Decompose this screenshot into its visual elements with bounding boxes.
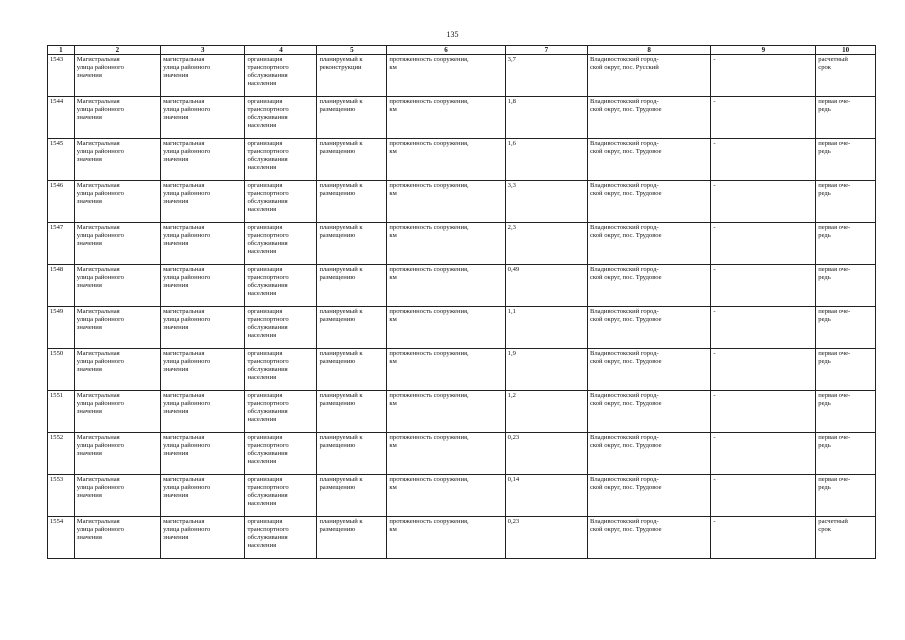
row-number-cell bbox=[48, 349, 75, 391]
row-number-cell-text: 1548 bbox=[50, 266, 64, 273]
row-number-cell-text: 1543 bbox=[50, 56, 64, 63]
status-cell bbox=[317, 433, 387, 475]
object-subtype-cell bbox=[161, 349, 245, 391]
term-cell bbox=[816, 307, 876, 349]
zone-cell bbox=[711, 307, 816, 349]
parameter-cell bbox=[387, 475, 505, 517]
zone-cell bbox=[711, 55, 816, 97]
value-cell-text: 1,9 bbox=[507, 350, 516, 357]
parameter-cell-text: протяженность сооружения, км bbox=[389, 182, 469, 197]
status-cell bbox=[317, 349, 387, 391]
status-cell-text: планируемый к размещению bbox=[319, 350, 363, 365]
value-cell bbox=[505, 391, 587, 433]
object-type-cell bbox=[74, 181, 160, 223]
purpose-cell bbox=[245, 307, 317, 349]
table-row bbox=[48, 307, 876, 349]
purpose-cell-text: организация транспортного обслуживания населения bbox=[247, 266, 289, 297]
location-cell-text: Владивостокский город- ской округ, пос. Трудовое bbox=[589, 182, 662, 197]
term-cell-text: первая оче- редь bbox=[818, 392, 851, 407]
value-cell bbox=[505, 307, 587, 349]
object-type-cell bbox=[74, 433, 160, 475]
object-type-cell-text: Магистральная улица районного значения bbox=[76, 140, 124, 163]
purpose-cell-text: организация транспортного обслуживания населения bbox=[247, 182, 289, 213]
purpose-cell-text: организация транспортного обслуживания населения bbox=[247, 56, 289, 87]
parameter-cell bbox=[387, 223, 505, 265]
term-cell bbox=[816, 517, 876, 559]
object-subtype-cell-text: магистральная улица районного значения bbox=[163, 392, 211, 415]
value-cell bbox=[505, 517, 587, 559]
table-row bbox=[48, 433, 876, 475]
object-type-cell bbox=[74, 265, 160, 307]
column-header: 9 bbox=[711, 46, 816, 55]
table-row bbox=[48, 181, 876, 223]
object-subtype-cell-text: магистральная улица районного значения bbox=[163, 350, 211, 373]
purpose-cell bbox=[245, 97, 317, 139]
purpose-cell bbox=[245, 181, 317, 223]
object-subtype-cell bbox=[161, 517, 245, 559]
zone-cell-text: - bbox=[713, 392, 716, 399]
object-subtype-cell-text: магистральная улица районного значения bbox=[163, 518, 211, 541]
status-cell bbox=[317, 307, 387, 349]
value-cell bbox=[505, 475, 587, 517]
location-cell-text: Владивостокский город- ской округ, пос. Русский bbox=[589, 56, 659, 71]
status-cell bbox=[317, 181, 387, 223]
value-cell-text: 0,49 bbox=[507, 266, 520, 273]
status-cell-text: планируемый к размещению bbox=[319, 476, 363, 491]
status-cell bbox=[317, 97, 387, 139]
column-header: 10 bbox=[816, 46, 876, 55]
object-type-cell-text: Магистральная улица районного значения bbox=[76, 392, 124, 415]
parameter-cell bbox=[387, 265, 505, 307]
location-cell bbox=[587, 265, 710, 307]
object-subtype-cell-text: магистральная улица районного значения bbox=[163, 98, 211, 121]
purpose-cell bbox=[245, 349, 317, 391]
purpose-cell bbox=[245, 433, 317, 475]
object-type-cell bbox=[74, 55, 160, 97]
term-cell bbox=[816, 223, 876, 265]
parameter-cell bbox=[387, 433, 505, 475]
location-cell bbox=[587, 391, 710, 433]
zone-cell bbox=[711, 97, 816, 139]
column-header: 1 bbox=[48, 46, 75, 55]
zone-cell bbox=[711, 139, 816, 181]
location-cell-text: Владивостокский город- ской округ, пос. Трудовое bbox=[589, 224, 662, 239]
object-type-cell-text: Магистральная улица районного значения bbox=[76, 224, 124, 247]
parameter-cell-text: протяженность сооружения, км bbox=[389, 140, 469, 155]
term-cell-text: первая оче- редь bbox=[818, 350, 851, 365]
value-cell bbox=[505, 139, 587, 181]
object-type-cell-text: Магистральная улица районного значения bbox=[76, 266, 124, 289]
column-header: 2 bbox=[74, 46, 160, 55]
value-cell bbox=[505, 265, 587, 307]
row-number-cell-text: 1550 bbox=[50, 350, 64, 357]
zone-cell-text: - bbox=[713, 182, 716, 189]
parameter-cell bbox=[387, 181, 505, 223]
status-cell-text: планируемый к реконструкции bbox=[319, 56, 363, 71]
term-cell-text: первая оче- редь bbox=[818, 140, 851, 155]
purpose-cell bbox=[245, 517, 317, 559]
status-cell-text: планируемый к размещению bbox=[319, 266, 363, 281]
object-type-cell-text: Магистральная улица районного значения bbox=[76, 350, 124, 373]
row-number-cell bbox=[48, 475, 75, 517]
row-number-cell bbox=[48, 265, 75, 307]
term-cell bbox=[816, 55, 876, 97]
zone-cell-text: - bbox=[713, 98, 716, 105]
value-cell-text: 3,3 bbox=[507, 182, 516, 189]
parameter-cell-text: протяженность сооружения, км bbox=[389, 518, 469, 533]
location-cell bbox=[587, 517, 710, 559]
object-subtype-cell bbox=[161, 391, 245, 433]
column-header: 5 bbox=[317, 46, 387, 55]
row-number-cell-text: 1554 bbox=[50, 518, 64, 525]
table-row bbox=[48, 223, 876, 265]
term-cell-text: первая оче- редь bbox=[818, 266, 851, 281]
location-cell-text: Владивостокский город- ской округ, пос. Трудовое bbox=[589, 98, 662, 113]
objects-table bbox=[47, 45, 876, 559]
location-cell-text: Владивостокский город- ской округ, пос. Трудовое bbox=[589, 308, 662, 323]
location-cell bbox=[587, 181, 710, 223]
row-number-cell-text: 1549 bbox=[50, 308, 64, 315]
location-cell-text: Владивостокский город- ской округ, пос. Трудовое bbox=[589, 140, 662, 155]
term-cell bbox=[816, 265, 876, 307]
row-number-cell-text: 1547 bbox=[50, 224, 64, 231]
purpose-cell bbox=[245, 475, 317, 517]
location-cell bbox=[587, 97, 710, 139]
location-cell bbox=[587, 139, 710, 181]
location-cell bbox=[587, 433, 710, 475]
purpose-cell-text: организация транспортного обслуживания населения bbox=[247, 476, 289, 507]
zone-cell-text: - bbox=[713, 476, 716, 483]
object-type-cell bbox=[74, 223, 160, 265]
value-cell-text: 1,6 bbox=[507, 140, 516, 147]
parameter-cell-text: протяженность сооружения, км bbox=[389, 224, 469, 239]
parameter-cell-text: протяженность сооружения, км bbox=[389, 476, 469, 491]
zone-cell bbox=[711, 517, 816, 559]
object-type-cell bbox=[74, 307, 160, 349]
zone-cell-text: - bbox=[713, 140, 716, 147]
column-header: 4 bbox=[245, 46, 317, 55]
term-cell bbox=[816, 181, 876, 223]
location-cell bbox=[587, 307, 710, 349]
object-subtype-cell-text: магистральная улица районного значения bbox=[163, 56, 211, 79]
table-row bbox=[48, 265, 876, 307]
row-number-cell-text: 1545 bbox=[50, 140, 64, 147]
zone-cell bbox=[711, 223, 816, 265]
parameter-cell-text: протяженность сооружения, км bbox=[389, 392, 469, 407]
term-cell bbox=[816, 391, 876, 433]
term-cell bbox=[816, 139, 876, 181]
value-cell bbox=[505, 181, 587, 223]
object-type-cell-text: Магистральная улица районного значения bbox=[76, 434, 124, 457]
term-cell bbox=[816, 349, 876, 391]
term-cell-text: первая оче- редь bbox=[818, 308, 851, 323]
location-cell-text: Владивостокский город- ской округ, пос. Трудовое bbox=[589, 476, 662, 491]
table-row bbox=[48, 517, 876, 559]
status-cell bbox=[317, 265, 387, 307]
object-subtype-cell-text: магистральная улица районного значения bbox=[163, 140, 211, 163]
term-cell-text: первая оче- редь bbox=[818, 182, 851, 197]
zone-cell bbox=[711, 181, 816, 223]
row-number-cell-text: 1546 bbox=[50, 182, 64, 189]
purpose-cell bbox=[245, 391, 317, 433]
purpose-cell bbox=[245, 265, 317, 307]
parameter-cell-text: протяженность сооружения, км bbox=[389, 98, 469, 113]
status-cell bbox=[317, 223, 387, 265]
parameter-cell bbox=[387, 307, 505, 349]
zone-cell-text: - bbox=[713, 434, 716, 441]
value-cell bbox=[505, 55, 587, 97]
value-cell-text: 1,2 bbox=[507, 392, 516, 399]
status-cell bbox=[317, 391, 387, 433]
parameter-cell bbox=[387, 349, 505, 391]
purpose-cell bbox=[245, 139, 317, 181]
object-type-cell bbox=[74, 517, 160, 559]
purpose-cell bbox=[245, 55, 317, 97]
row-number-cell bbox=[48, 433, 75, 475]
status-cell bbox=[317, 139, 387, 181]
column-header: 6 bbox=[387, 46, 505, 55]
purpose-cell-text: организация транспортного обслуживания населения bbox=[247, 392, 289, 423]
zone-cell bbox=[711, 433, 816, 475]
purpose-cell-text: организация транспортного обслуживания населения bbox=[247, 140, 289, 171]
status-cell-text: планируемый к размещению bbox=[319, 518, 363, 533]
parameter-cell-text: протяженность сооружения, км bbox=[389, 350, 469, 365]
status-cell bbox=[317, 475, 387, 517]
row-number-cell bbox=[48, 181, 75, 223]
row-number-cell bbox=[48, 97, 75, 139]
object-subtype-cell bbox=[161, 433, 245, 475]
term-cell-text: первая оче- редь bbox=[818, 98, 851, 113]
location-cell bbox=[587, 55, 710, 97]
location-cell-text: Владивостокский город- ской округ, пос. Трудовое bbox=[589, 518, 662, 533]
parameter-cell-text: протяженность сооружения, км bbox=[389, 434, 469, 449]
object-subtype-cell bbox=[161, 307, 245, 349]
purpose-cell-text: организация транспортного обслуживания населения bbox=[247, 308, 289, 339]
object-subtype-cell-text: магистральная улица районного значения bbox=[163, 434, 211, 457]
row-number-cell bbox=[48, 517, 75, 559]
object-subtype-cell bbox=[161, 97, 245, 139]
object-type-cell bbox=[74, 349, 160, 391]
parameter-cell-text: протяженность сооружения, км bbox=[389, 266, 469, 281]
object-subtype-cell-text: магистральная улица районного значения bbox=[163, 224, 211, 247]
object-subtype-cell bbox=[161, 55, 245, 97]
column-header: 8 bbox=[587, 46, 710, 55]
object-subtype-cell-text: магистральная улица районного значения bbox=[163, 266, 211, 289]
value-cell-text: 1,8 bbox=[507, 98, 516, 105]
object-type-cell-text: Магистральная улица районного значения bbox=[76, 56, 124, 79]
column-header: 3 bbox=[161, 46, 245, 55]
object-type-cell-text: Магистральная улица районного значения bbox=[76, 182, 124, 205]
table-row bbox=[48, 139, 876, 181]
zone-cell-text: - bbox=[713, 56, 716, 63]
location-cell-text: Владивостокский город- ской округ, пос. Трудовое bbox=[589, 392, 662, 407]
term-cell bbox=[816, 475, 876, 517]
zone-cell bbox=[711, 391, 816, 433]
table-row bbox=[48, 55, 876, 97]
object-type-cell-text: Магистральная улица районного значения bbox=[76, 518, 124, 541]
parameter-cell bbox=[387, 139, 505, 181]
object-type-cell-text: Магистральная улица районного значения bbox=[76, 98, 124, 121]
status-cell-text: планируемый к размещению bbox=[319, 182, 363, 197]
object-subtype-cell-text: магистральная улица районного значения bbox=[163, 182, 211, 205]
parameter-cell bbox=[387, 391, 505, 433]
purpose-cell-text: организация транспортного обслуживания населения bbox=[247, 224, 289, 255]
table-row bbox=[48, 349, 876, 391]
term-cell-text: первая оче- редь bbox=[818, 476, 851, 491]
table-body bbox=[48, 55, 876, 559]
purpose-cell-text: организация транспортного обслуживания населения bbox=[247, 518, 289, 549]
value-cell bbox=[505, 433, 587, 475]
status-cell-text: планируемый к размещению bbox=[319, 224, 363, 239]
value-cell bbox=[505, 223, 587, 265]
term-cell bbox=[816, 97, 876, 139]
term-cell-text: первая оче- редь bbox=[818, 224, 851, 239]
parameter-cell bbox=[387, 517, 505, 559]
object-type-cell-text: Магистральная улица районного значения bbox=[76, 308, 124, 331]
row-number-cell bbox=[48, 223, 75, 265]
zone-cell-text: - bbox=[713, 266, 716, 273]
zone-cell bbox=[711, 265, 816, 307]
value-cell-text: 1,1 bbox=[507, 308, 516, 315]
object-type-cell bbox=[74, 391, 160, 433]
purpose-cell bbox=[245, 223, 317, 265]
value-cell-text: 0,23 bbox=[507, 434, 520, 441]
status-cell-text: планируемый к размещению bbox=[319, 98, 363, 113]
row-number-cell-text: 1544 bbox=[50, 98, 64, 105]
zone-cell-text: - bbox=[713, 350, 716, 357]
purpose-cell-text: организация транспортного обслуживания населения bbox=[247, 350, 289, 381]
zone-cell-text: - bbox=[713, 308, 716, 315]
object-type-cell bbox=[74, 475, 160, 517]
page-number: 135 bbox=[446, 30, 459, 39]
status-cell-text: планируемый к размещению bbox=[319, 434, 363, 449]
term-cell bbox=[816, 433, 876, 475]
zone-cell bbox=[711, 475, 816, 517]
row-number-cell-text: 1553 bbox=[50, 476, 64, 483]
object-type-cell bbox=[74, 139, 160, 181]
status-cell-text: планируемый к размещению bbox=[319, 308, 363, 323]
value-cell bbox=[505, 97, 587, 139]
status-cell-text: планируемый к размещению bbox=[319, 392, 363, 407]
value-cell-text: 0,23 bbox=[507, 518, 520, 525]
location-cell-text: Владивостокский город- ской округ, пос. Трудовое bbox=[589, 266, 662, 281]
row-number-cell bbox=[48, 307, 75, 349]
object-subtype-cell bbox=[161, 223, 245, 265]
status-cell bbox=[317, 517, 387, 559]
value-cell-text: 3,7 bbox=[507, 56, 516, 63]
location-cell bbox=[587, 349, 710, 391]
object-subtype-cell-text: магистральная улица районного значения bbox=[163, 308, 211, 331]
object-subtype-cell-text: магистральная улица районного значения bbox=[163, 476, 211, 499]
table-header bbox=[48, 46, 876, 55]
row-number-cell-text: 1551 bbox=[50, 392, 64, 399]
purpose-cell-text: организация транспортного обслуживания населения bbox=[247, 434, 289, 465]
zone-cell-text: - bbox=[713, 518, 716, 525]
row-number-cell bbox=[48, 139, 75, 181]
purpose-cell-text: организация транспортного обслуживания населения bbox=[247, 98, 289, 129]
term-cell-text: расчетный срок bbox=[818, 518, 848, 533]
value-cell-text: 0,14 bbox=[507, 476, 520, 483]
location-cell-text: Владивостокский город- ской округ, пос. Трудовое bbox=[589, 350, 662, 365]
row-number-cell-text: 1552 bbox=[50, 434, 64, 441]
object-subtype-cell bbox=[161, 475, 245, 517]
row-number-cell bbox=[48, 391, 75, 433]
zone-cell bbox=[711, 349, 816, 391]
row-number-cell bbox=[48, 55, 75, 97]
value-cell bbox=[505, 349, 587, 391]
status-cell bbox=[317, 55, 387, 97]
object-type-cell bbox=[74, 97, 160, 139]
parameter-cell-text: протяженность сооружения, км bbox=[389, 56, 469, 71]
value-cell-text: 2,3 bbox=[507, 224, 516, 231]
parameter-cell bbox=[387, 55, 505, 97]
object-subtype-cell bbox=[161, 265, 245, 307]
location-cell bbox=[587, 475, 710, 517]
location-cell bbox=[587, 223, 710, 265]
term-cell-text: первая оче- редь bbox=[818, 434, 851, 449]
column-header: 7 bbox=[505, 46, 587, 55]
term-cell-text: расчетный срок bbox=[818, 56, 848, 71]
table-row bbox=[48, 475, 876, 517]
status-cell-text: планируемый к размещению bbox=[319, 140, 363, 155]
parameter-cell bbox=[387, 97, 505, 139]
table-row bbox=[48, 97, 876, 139]
object-subtype-cell bbox=[161, 139, 245, 181]
location-cell-text: Владивостокский город- ской округ, пос. Трудовое bbox=[589, 434, 662, 449]
parameter-cell-text: протяженность сооружения, км bbox=[389, 308, 469, 323]
zone-cell-text: - bbox=[713, 224, 716, 231]
table-row bbox=[48, 391, 876, 433]
header-row bbox=[48, 46, 876, 55]
object-type-cell-text: Магистральная улица районного значения bbox=[76, 476, 124, 499]
object-subtype-cell bbox=[161, 181, 245, 223]
